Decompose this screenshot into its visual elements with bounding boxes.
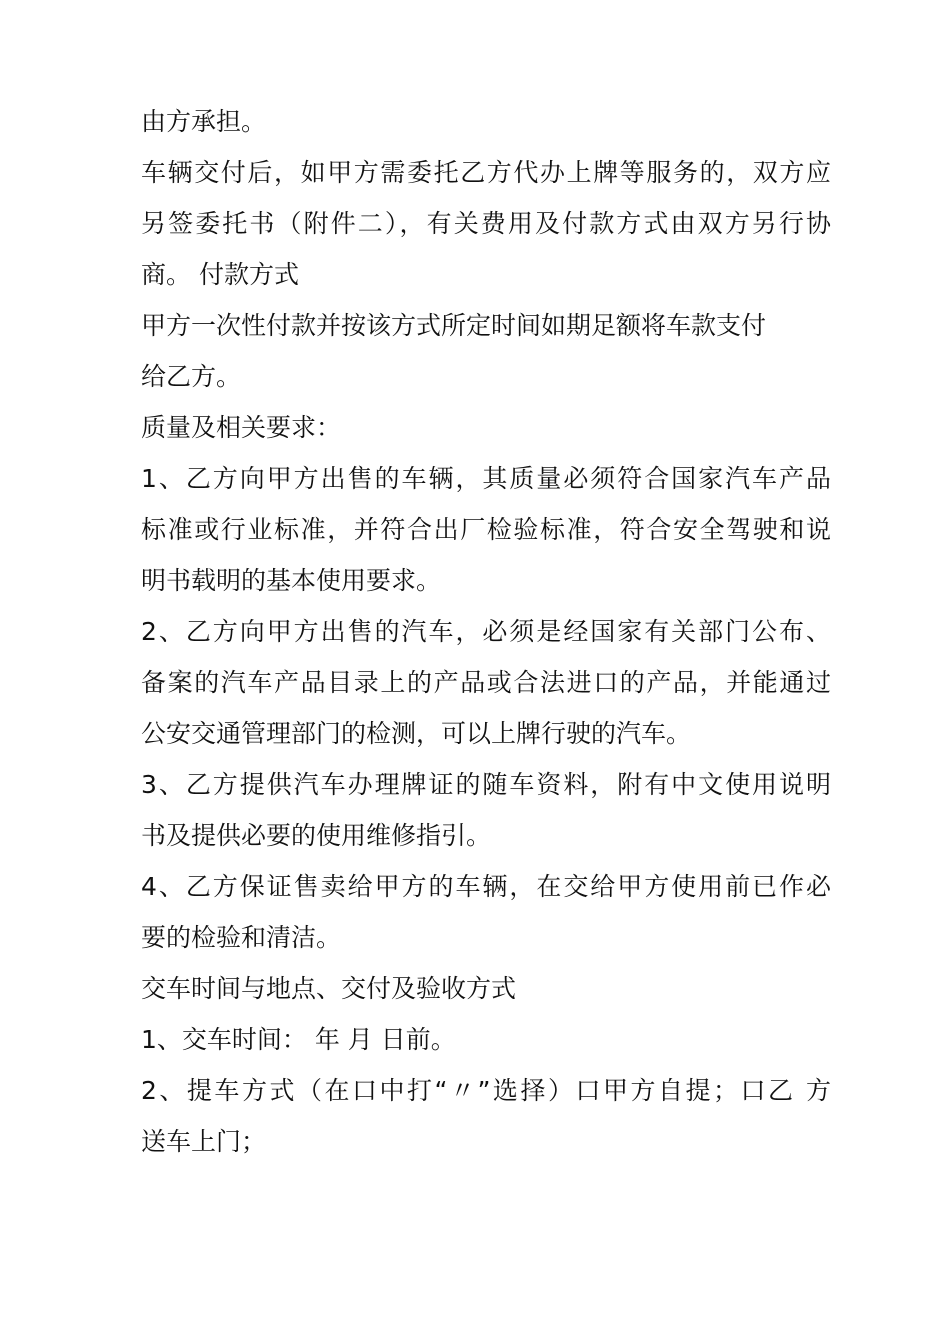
list-item-1: 1、乙方向甲方出售的车辆，其质量必须符合国家汽车产品 — [141, 464, 831, 493]
section-heading-delivery: 交车时间与地点、交付及验收方式 — [141, 974, 517, 1003]
text-line: 标准或行业标准，并符合出厂检验标准，符合安全驾驶和说 — [141, 515, 831, 544]
text-line: 另签委托书（附件二），有关费用及付款方式由双方另行协 — [141, 209, 831, 238]
text-line: 明书载明的基本使用要求。 — [141, 566, 442, 595]
text-line: 备案的汽车产品目录上的产品或合法进口的产品，并能通过 — [141, 668, 831, 697]
text-line: 车辆交付后，如甲方需委托乙方代办上牌等服务的，双方应 — [141, 158, 831, 187]
text-line: 要的检验和清洁。 — [141, 923, 342, 952]
text-line: 由方承担。 — [141, 107, 267, 136]
section-heading-quality: 质量及相关要求： — [141, 413, 342, 442]
text-line: 公安交通管理部门的检测，可以上牌行驶的汽车。 — [141, 719, 692, 748]
document-body — [141, 96, 831, 1167]
text-line: 甲方一次性付款并按该方式所定时间如期足额将车款支付 — [141, 311, 767, 340]
list-item-3: 3、乙方提供汽车办理牌证的随车资料，附有中文使用说明 — [141, 770, 831, 799]
list-item-delivery-time: 1、交车时间： 年 月 日前。 — [141, 1025, 456, 1054]
list-item-2: 2、乙方向甲方出售的汽车，必须是经国家有关部门公布、 — [141, 617, 831, 646]
list-item-pickup-method: 2、提车方式（在口中打“〃”选择）口甲方自提；口乙 方 — [141, 1076, 831, 1105]
text-line: 给乙方。 — [141, 362, 242, 391]
text-line: 送车上门； — [141, 1127, 267, 1156]
list-item-4: 4、乙方保证售卖给甲方的车辆，在交给甲方使用前已作必 — [141, 872, 831, 901]
text-line: 书及提供必要的使用维修指引。 — [141, 821, 492, 850]
section-heading-payment: 商。 付款方式 — [141, 260, 299, 289]
